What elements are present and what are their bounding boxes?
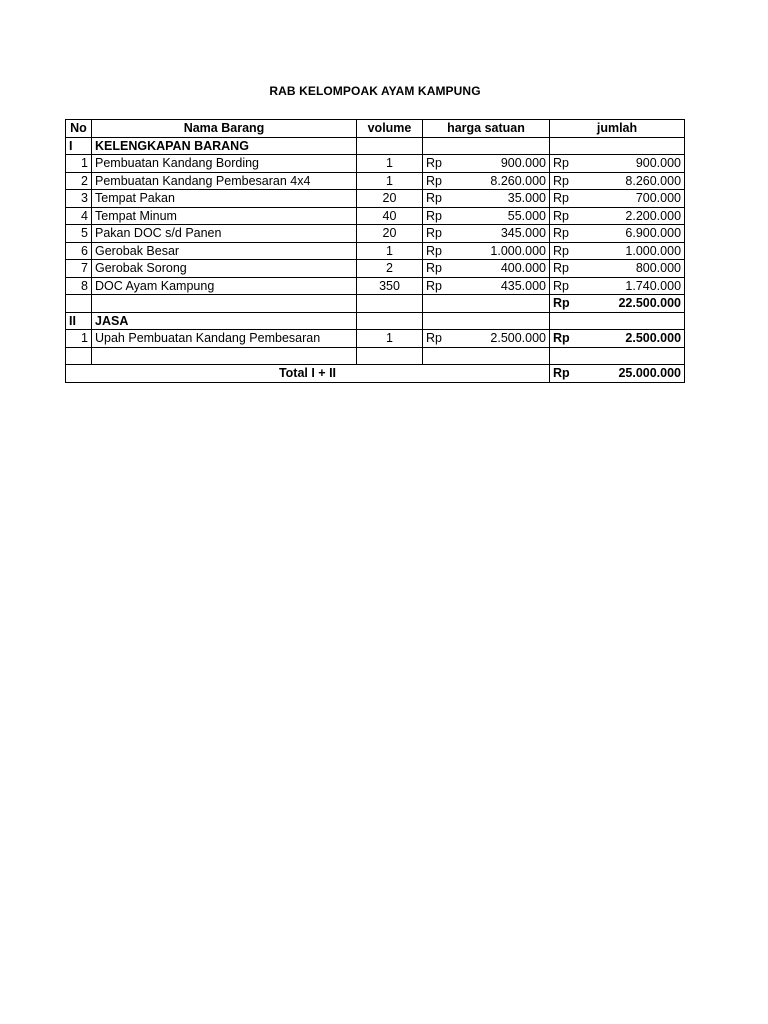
item-number: 6 xyxy=(66,242,92,260)
item-number: 2 xyxy=(66,172,92,190)
total-value: 25.000.000 xyxy=(587,365,685,383)
item-number: 7 xyxy=(66,260,92,278)
unit-price-currency: Rp xyxy=(423,242,463,260)
item-name: Gerobak Sorong xyxy=(92,260,357,278)
header-nama-barang: Nama Barang xyxy=(92,120,357,138)
unit-price-value: 1.000.000 xyxy=(463,242,550,260)
item-volume: 20 xyxy=(357,225,423,243)
total-currency: Rp xyxy=(550,155,587,173)
unit-price-currency: Rp xyxy=(423,155,463,173)
subtotal-row xyxy=(66,295,685,313)
table-row xyxy=(66,260,685,278)
unit-price-currency: Rp xyxy=(423,277,463,295)
table-row xyxy=(66,242,685,260)
section-name: JASA xyxy=(92,312,357,330)
table-header-row xyxy=(66,120,685,138)
table-row xyxy=(66,207,685,225)
section-row-1 xyxy=(66,137,685,155)
item-name: DOC Ayam Kampung xyxy=(92,277,357,295)
unit-price-currency: Rp xyxy=(423,190,463,208)
total-currency: Rp xyxy=(550,242,587,260)
total-value: 800.000 xyxy=(587,260,685,278)
total-currency: Rp xyxy=(550,330,587,348)
item-number: 4 xyxy=(66,207,92,225)
unit-price-value: 2.500.000 xyxy=(463,330,550,348)
total-value: 1.000.000 xyxy=(587,242,685,260)
item-volume: 1 xyxy=(357,330,423,348)
table-row xyxy=(66,172,685,190)
total-currency: Rp xyxy=(550,365,587,383)
table-row xyxy=(66,155,685,173)
item-name: Pembuatan Kandang Pembesaran 4x4 xyxy=(92,172,357,190)
total-currency: Rp xyxy=(550,207,587,225)
header-jumlah: jumlah xyxy=(550,120,685,138)
unit-price-value: 900.000 xyxy=(463,155,550,173)
unit-price-value: 55.000 xyxy=(463,207,550,225)
item-number: 1 xyxy=(66,330,92,348)
unit-price-value: 345.000 xyxy=(463,225,550,243)
total-row xyxy=(66,365,685,383)
table-row xyxy=(66,225,685,243)
total-value: 1.740.000 xyxy=(587,277,685,295)
document-title: RAB KELOMPOAK AYAM KAMPUNG xyxy=(269,84,481,98)
unit-price-currency: Rp xyxy=(423,260,463,278)
unit-price-value: 435.000 xyxy=(463,277,550,295)
table-row xyxy=(66,277,685,295)
table-row xyxy=(66,330,685,348)
unit-price-currency: Rp xyxy=(423,207,463,225)
unit-price-currency: Rp xyxy=(423,172,463,190)
item-name: Tempat Minum xyxy=(92,207,357,225)
header-harga-satuan: harga satuan xyxy=(423,120,550,138)
item-volume: 1 xyxy=(357,155,423,173)
total-currency: Rp xyxy=(550,172,587,190)
total-value: 6.900.000 xyxy=(587,225,685,243)
item-number: 1 xyxy=(66,155,92,173)
item-volume: 2 xyxy=(357,260,423,278)
item-name: Pembuatan Kandang Bording xyxy=(92,155,357,173)
section-row-2 xyxy=(66,312,685,330)
total-currency: Rp xyxy=(550,225,587,243)
section-name: KELENGKAPAN BARANG xyxy=(92,137,357,155)
item-volume: 40 xyxy=(357,207,423,225)
section-number: I xyxy=(66,137,92,155)
item-number: 5 xyxy=(66,225,92,243)
total-currency: Rp xyxy=(550,190,587,208)
total-value: 8.260.000 xyxy=(587,172,685,190)
subtotal-value: 22.500.000 xyxy=(587,295,685,313)
header-no: No xyxy=(66,120,92,138)
unit-price-currency: Rp xyxy=(423,330,463,348)
header-volume: volume xyxy=(357,120,423,138)
table-row xyxy=(66,190,685,208)
unit-price-value: 8.260.000 xyxy=(463,172,550,190)
item-name: Tempat Pakan xyxy=(92,190,357,208)
unit-price-value: 400.000 xyxy=(463,260,550,278)
item-name: Gerobak Besar xyxy=(92,242,357,260)
rab-table xyxy=(65,119,685,383)
total-label: Total I + II xyxy=(66,365,550,383)
item-name: Upah Pembuatan Kandang Pembesaran xyxy=(92,330,357,348)
item-name: Pakan DOC s/d Panen xyxy=(92,225,357,243)
item-number: 3 xyxy=(66,190,92,208)
subtotal-currency: Rp xyxy=(550,295,587,313)
item-volume: 350 xyxy=(357,277,423,295)
total-currency: Rp xyxy=(550,277,587,295)
empty-row xyxy=(66,347,685,365)
total-value: 900.000 xyxy=(587,155,685,173)
total-value: 700.000 xyxy=(587,190,685,208)
unit-price-currency: Rp xyxy=(423,225,463,243)
item-volume: 20 xyxy=(357,190,423,208)
total-currency: Rp xyxy=(550,260,587,278)
item-number: 8 xyxy=(66,277,92,295)
item-volume: 1 xyxy=(357,172,423,190)
item-volume: 1 xyxy=(357,242,423,260)
section-number: II xyxy=(66,312,92,330)
total-value: 2.200.000 xyxy=(587,207,685,225)
total-value: 2.500.000 xyxy=(587,330,685,348)
unit-price-value: 35.000 xyxy=(463,190,550,208)
